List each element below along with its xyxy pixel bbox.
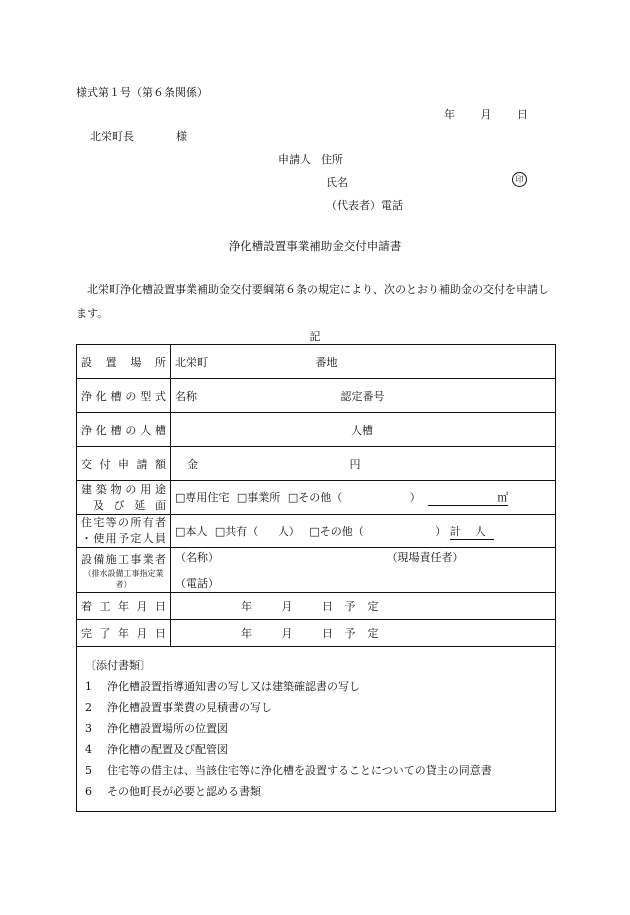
attachment-item: 4 浄化槽の配置及び配管図 [85,743,228,756]
usage-field [171,481,556,515]
contractor-phone-label: （電話） [175,577,219,590]
start-field[interactable] [171,593,556,620]
amount-unit: 円 [349,457,361,471]
contractor-name-label: （名称） [175,551,219,564]
amount-prefix: 金 [187,457,198,471]
owner-option-other[interactable]: □その他（ [309,524,364,538]
addressee [90,128,187,144]
finish-month: 月 [281,627,293,640]
location-label: 設置場所 [77,345,171,379]
finish-plan: 予定 [344,627,391,640]
row-location [77,345,556,379]
start-plan: 予定 [344,600,391,613]
model-label: 浄化槽の型式 [77,379,171,413]
attachments-section [77,647,556,812]
owner-field [171,515,556,548]
applicant-name-label: 氏名 [326,176,348,189]
owner-shared-people: 人） [277,524,300,538]
usage-label: 建築物の用途 及び延面 [77,481,171,515]
attachment-item: 2 浄化槽設置事業費の見積書の写し [85,701,272,714]
amount-label: 交付申請額 [77,447,171,481]
location-field[interactable] [171,345,556,379]
usage-close-paren: ） [409,491,421,504]
owner-total-label: 計 [449,524,461,538]
applicant-address-line [278,151,343,167]
date-year-label: 年 [444,108,455,121]
usage-option-residence[interactable]: □専用住宅 [175,491,230,504]
applicant-phone-label: （代表者）電話 [326,199,403,212]
addressee-name: 北栄町長 [90,130,134,143]
attachments-heading: 〔添付書類〕 [85,659,151,672]
ki-heading: 記 [309,330,321,343]
date-month-label: 月 [480,108,492,121]
usage-option-other[interactable]: □その他（ [287,491,343,504]
amount-field[interactable] [171,447,556,481]
attachment-item: 5 住宅等の借主は、当該住宅等に浄化槽を設置することについての貸主の同意書 [85,764,492,777]
usage-area-field[interactable] [428,489,508,506]
finish-label: 完了年月日 [77,620,171,647]
row-amount [77,447,556,481]
row-capacity [77,413,556,447]
row-usage [77,481,556,515]
contractor-note: （排水設備工事指定業者） [83,568,164,589]
row-owner [77,515,556,548]
document-title: 浄化槽設置事業補助金交付申請書 [228,239,402,253]
application-table [76,344,556,812]
location-suffix: 番地 [315,355,338,369]
applicant-label: 申請人 [278,153,311,166]
row-contractor [77,548,556,593]
honorific: 様 [176,130,187,143]
contractor-manager-label: （現場責任者） [386,551,464,564]
row-attachments [77,647,556,812]
start-month: 月 [281,600,293,613]
contractor-field[interactable] [171,548,556,593]
address-label: 住所 [321,153,343,166]
usage-option-office[interactable]: □事業所 [236,491,281,504]
owner-close-paren: ） [435,524,447,538]
body-paragraph: 北栄町浄化槽設置事業補助金交付要綱第６条の規定により、次のとおり補助金の交付を申請します。 [76,283,549,320]
owner-option-shared[interactable]: □共有（ [214,524,259,538]
attachment-item: 6 その他町長が必要と認める書類 [85,785,261,798]
form-number: 様式第１号（第６条関係） [76,86,208,99]
row-start [77,593,556,620]
capacity-label: 浄化槽の人槽 [77,413,171,447]
usage-area-unit: ㎡ [497,491,509,504]
finish-year: 年 [241,627,252,640]
attachment-item: 1 浄化槽設置指導通知書の写し又は建築確認書の写し [85,680,360,693]
capacity-field[interactable] [171,413,556,447]
owner-total-field[interactable] [450,523,494,540]
start-year: 年 [241,600,252,613]
capacity-unit: 人槽 [351,423,373,437]
date-day-label: 日 [517,108,528,121]
model-cert-label: 認定番号 [340,389,385,403]
attachment-item: 3 浄化槽設置場所の位置図 [85,722,228,735]
row-finish [77,620,556,647]
model-name-label: 名称 [175,389,197,403]
row-model [77,379,556,413]
start-day: 日 [322,600,333,613]
application-date [444,106,550,122]
owner-total-unit: 人 [474,524,486,538]
contractor-label: 設備施工事業者 （排水設備工事指定業者） [77,548,171,593]
location-town: 北栄町 [175,355,208,369]
finish-field[interactable] [171,620,556,647]
seal-mark: 印 [512,172,527,187]
finish-day: 日 [322,627,333,640]
owner-label: 住宅等の所有者 ・使用予定人員 [77,515,171,548]
owner-option-self[interactable]: □本人 [175,524,208,538]
model-field[interactable] [171,379,556,413]
start-label: 着工年月日 [77,593,171,620]
